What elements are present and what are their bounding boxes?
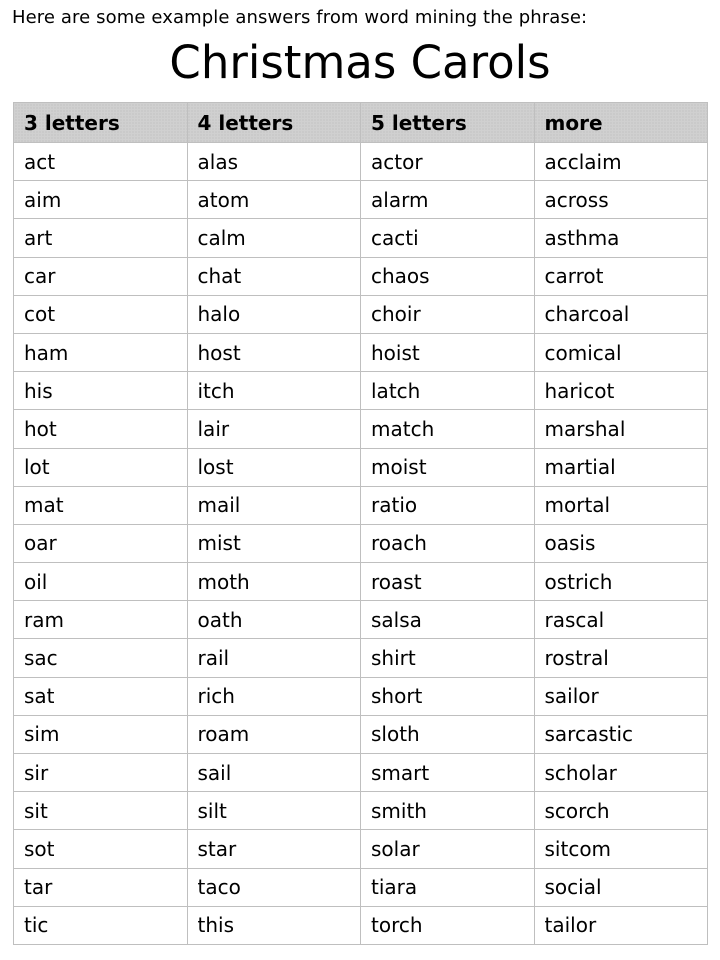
word-5-letters: chaos: [361, 257, 535, 295]
word-5-letters: smith: [361, 792, 535, 830]
word-5-letters: moist: [361, 448, 535, 486]
word-5-letters: shirt: [361, 639, 535, 677]
word-more: scholar: [534, 754, 708, 792]
word-4-letters: rich: [187, 677, 361, 715]
table-row: [14, 868, 708, 906]
word-4-letters: oath: [187, 601, 361, 639]
word-more: charcoal: [534, 295, 708, 333]
word-4-letters: roam: [187, 715, 361, 753]
word-more: scorch: [534, 792, 708, 830]
word-5-letters: actor: [361, 143, 535, 181]
word-4-letters: silt: [187, 792, 361, 830]
word-4-letters: itch: [187, 372, 361, 410]
table-row: [14, 410, 708, 448]
word-4-letters: calm: [187, 219, 361, 257]
word-5-letters: short: [361, 677, 535, 715]
word-more: haricot: [534, 372, 708, 410]
word-5-letters: salsa: [361, 601, 535, 639]
word-4-letters: alas: [187, 143, 361, 181]
table-row: [14, 486, 708, 524]
word-5-letters: torch: [361, 906, 535, 944]
word-4-letters: host: [187, 333, 361, 371]
word-more: social: [534, 868, 708, 906]
table-row: [14, 792, 708, 830]
word-more: sitcom: [534, 830, 708, 868]
word-5-letters: roast: [361, 563, 535, 601]
word-more: rostral: [534, 639, 708, 677]
word-4-letters: moth: [187, 563, 361, 601]
word-3-letters: sot: [14, 830, 188, 868]
word-more: tailor: [534, 906, 708, 944]
table-row: [14, 677, 708, 715]
word-3-letters: oil: [14, 563, 188, 601]
table-row: [14, 181, 708, 219]
word-3-letters: hot: [14, 410, 188, 448]
word-more: acclaim: [534, 143, 708, 181]
header-5-letters: 5 letters: [361, 103, 535, 143]
word-4-letters: lost: [187, 448, 361, 486]
table-row: [14, 830, 708, 868]
word-more: comical: [534, 333, 708, 371]
word-3-letters: act: [14, 143, 188, 181]
word-4-letters: atom: [187, 181, 361, 219]
word-5-letters: ratio: [361, 486, 535, 524]
word-3-letters: ham: [14, 333, 188, 371]
word-more: oasis: [534, 524, 708, 562]
word-3-letters: sac: [14, 639, 188, 677]
word-more: marshal: [534, 410, 708, 448]
table-row: [14, 639, 708, 677]
word-more: across: [534, 181, 708, 219]
header-more: more: [534, 103, 708, 143]
table-row: [14, 333, 708, 371]
word-4-letters: mail: [187, 486, 361, 524]
word-5-letters: alarm: [361, 181, 535, 219]
word-4-letters: sail: [187, 754, 361, 792]
word-4-letters: this: [187, 906, 361, 944]
word-3-letters: ram: [14, 601, 188, 639]
word-5-letters: solar: [361, 830, 535, 868]
table-row: [14, 143, 708, 181]
word-5-letters: sloth: [361, 715, 535, 753]
word-3-letters: tar: [14, 868, 188, 906]
word-3-letters: his: [14, 372, 188, 410]
word-more: carrot: [534, 257, 708, 295]
word-4-letters: rail: [187, 639, 361, 677]
word-5-letters: match: [361, 410, 535, 448]
word-more: martial: [534, 448, 708, 486]
word-4-letters: taco: [187, 868, 361, 906]
table-row: [14, 295, 708, 333]
table-row: [14, 448, 708, 486]
table-row: [14, 257, 708, 295]
table-row: [14, 906, 708, 944]
word-5-letters: roach: [361, 524, 535, 562]
word-more: sailor: [534, 677, 708, 715]
header-4-letters: 4 letters: [187, 103, 361, 143]
word-4-letters: halo: [187, 295, 361, 333]
word-3-letters: cot: [14, 295, 188, 333]
word-3-letters: car: [14, 257, 188, 295]
word-table: [13, 102, 708, 945]
word-3-letters: lot: [14, 448, 188, 486]
word-4-letters: chat: [187, 257, 361, 295]
word-3-letters: sir: [14, 754, 188, 792]
intro-text: Here are some example answers from word mining the phrase:: [12, 7, 588, 28]
table-row: [14, 524, 708, 562]
word-more: ostrich: [534, 563, 708, 601]
header-row: [14, 103, 708, 143]
word-3-letters: sit: [14, 792, 188, 830]
word-more: sarcastic: [534, 715, 708, 753]
word-5-letters: cacti: [361, 219, 535, 257]
table-row: [14, 372, 708, 410]
table-row: [14, 754, 708, 792]
word-5-letters: hoist: [361, 333, 535, 371]
word-4-letters: mist: [187, 524, 361, 562]
word-3-letters: aim: [14, 181, 188, 219]
word-3-letters: mat: [14, 486, 188, 524]
table-row: [14, 563, 708, 601]
word-5-letters: choir: [361, 295, 535, 333]
word-5-letters: tiara: [361, 868, 535, 906]
word-3-letters: oar: [14, 524, 188, 562]
header-3-letters: 3 letters: [14, 103, 188, 143]
word-3-letters: tic: [14, 906, 188, 944]
word-4-letters: lair: [187, 410, 361, 448]
word-5-letters: latch: [361, 372, 535, 410]
word-4-letters: star: [187, 830, 361, 868]
word-3-letters: art: [14, 219, 188, 257]
word-more: mortal: [534, 486, 708, 524]
word-3-letters: sat: [14, 677, 188, 715]
table-row: [14, 219, 708, 257]
word-3-letters: sim: [14, 715, 188, 753]
table-row: [14, 601, 708, 639]
page-title: Christmas Carols: [169, 36, 551, 89]
word-5-letters: smart: [361, 754, 535, 792]
word-more: asthma: [534, 219, 708, 257]
word-more: rascal: [534, 601, 708, 639]
table-row: [14, 715, 708, 753]
